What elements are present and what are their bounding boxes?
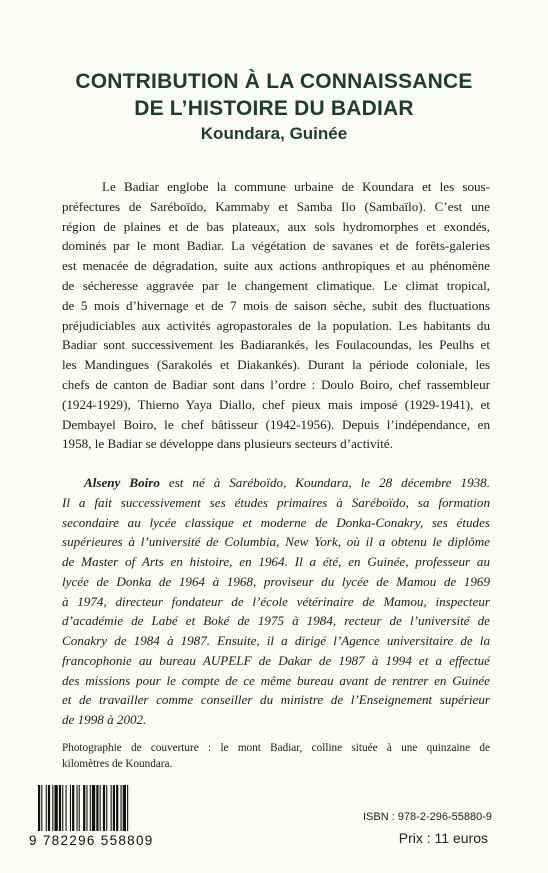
bio-line: Il a fait successivement ses études primaires à Saréboïdo, sa formation [62,494,490,510]
summary-line: chefs de canton de Badiar sont dans l’ordre : Doulo Boiro, chef rassembleur [62,376,490,392]
summary-line: 1958, le Badiar se développe dans plusieurs secteurs d’activité. [62,436,393,452]
bio-line: de 1998 à 2002. [62,712,147,727]
summary-line: région de plaines et de bas plateaux, aux sols hydromorphes et exondés, [62,218,490,234]
book-title-line-2: DE L’HISTOIRE DU BADIAR [134,97,414,120]
isbn-label: ISBN : 978-2-296-55880-9 [362,811,492,823]
cover-photo-caption [62,740,490,772]
bio-line: de Master of Arts en histoire, en 1964. Il a été, en Guinée, professeur au [62,554,490,569]
book-title-line-1: CONTRIBUTION À LA CONNAISSANCE [75,70,473,93]
summary-line: dominés par le mont Badiar. La végétation de savanes et de forêts-galeries [62,238,490,254]
bio-line: secondaire au lycée classique et moderne de Donka-Conakry, ses études [62,514,490,530]
bio-line: à 1974, directeur fondateur de l’école vétérinaire de Mamou, inspecteur [62,593,490,609]
summary-line: préfectures de Saréboïdo, Kammaby et Samba Ilo (Sambaïlo). C’est une [62,198,490,214]
book-title [0,68,548,122]
price-label: Prix : 11 euros [398,830,488,846]
bio-line: Conakry de 1984 à 1987. Ensuite, il a dirigé l’Agence universitaire de la [62,633,490,648]
bio-line: supérieures à l’université de Columbia, New York, où il a obtenu le diplôme [62,534,490,550]
barcode-digits: 9 782296 558809 [29,833,154,848]
bio-line [62,473,490,493]
summary-line: les Mandingues (Sarakolés et Diakankés). Durant la période coloniale, les [62,357,490,373]
bio-line: lycée de Donka de 1964 à 1968, proviseur du lycée de Mamou de 1969 [62,573,490,589]
summary-line: Le Badiar englobe la commune urbaine de Koundara et les sous- [102,179,490,194]
summary-line: Badiar sont successivement les Badiarankés, les Foulacoundas, les Peulhs et [62,337,490,353]
caption-line: kilomètres de Koundara. [62,758,173,770]
summary-line: (1924-1929), Thierno Yaya Diallo, chef pieux mais imposé (1929-1941), et [62,396,490,412]
bio-intro: est né à Saréboïdo, Koundara, le 28 décembre 1938. [159,475,490,490]
book-subtitle: Koundara, Guinée [200,124,348,143]
summary-line: est menacée de dégradation, suite aux actions anthropiques et au phénomène [62,258,490,274]
summary-line: de sécheresse aggravée par le changement climatique. Le climat tropical, [62,277,490,293]
summary-line: préjudiciables aux activités agropastorales de la population. Les habitants du [62,317,490,333]
author-biography [62,473,490,730]
caption-line: Photographie de couverture : le mont Badiar, colline située à une quinzaine de [62,742,490,754]
summary-line: de 5 mois d’hivernage et de 7 mois de saison sèche, subit des fluctuations [62,297,490,313]
barcode-bars [36,785,168,831]
bio-line: francophonie au bureau AUPELF de Dakar de 1987 à 1994 et a effectué [62,652,490,668]
summary-line: Dembayel Boiro, le chef bâtisseur (1942-1956). Depuis l’indépendance, en [62,416,490,432]
bio-line: et de travailler comme conseiller du ministre de l’Enseignement supérieur [62,692,490,708]
summary-paragraph [62,177,490,454]
bio-line: d’académie de Labé et Boké de 1975 à 1984, recteur de l’université de [62,613,490,629]
author-name: Alseny Boiro [84,475,160,490]
bio-line: des missions pour le compte de ce même bureau avant de rentrer en Guinée [62,672,490,688]
